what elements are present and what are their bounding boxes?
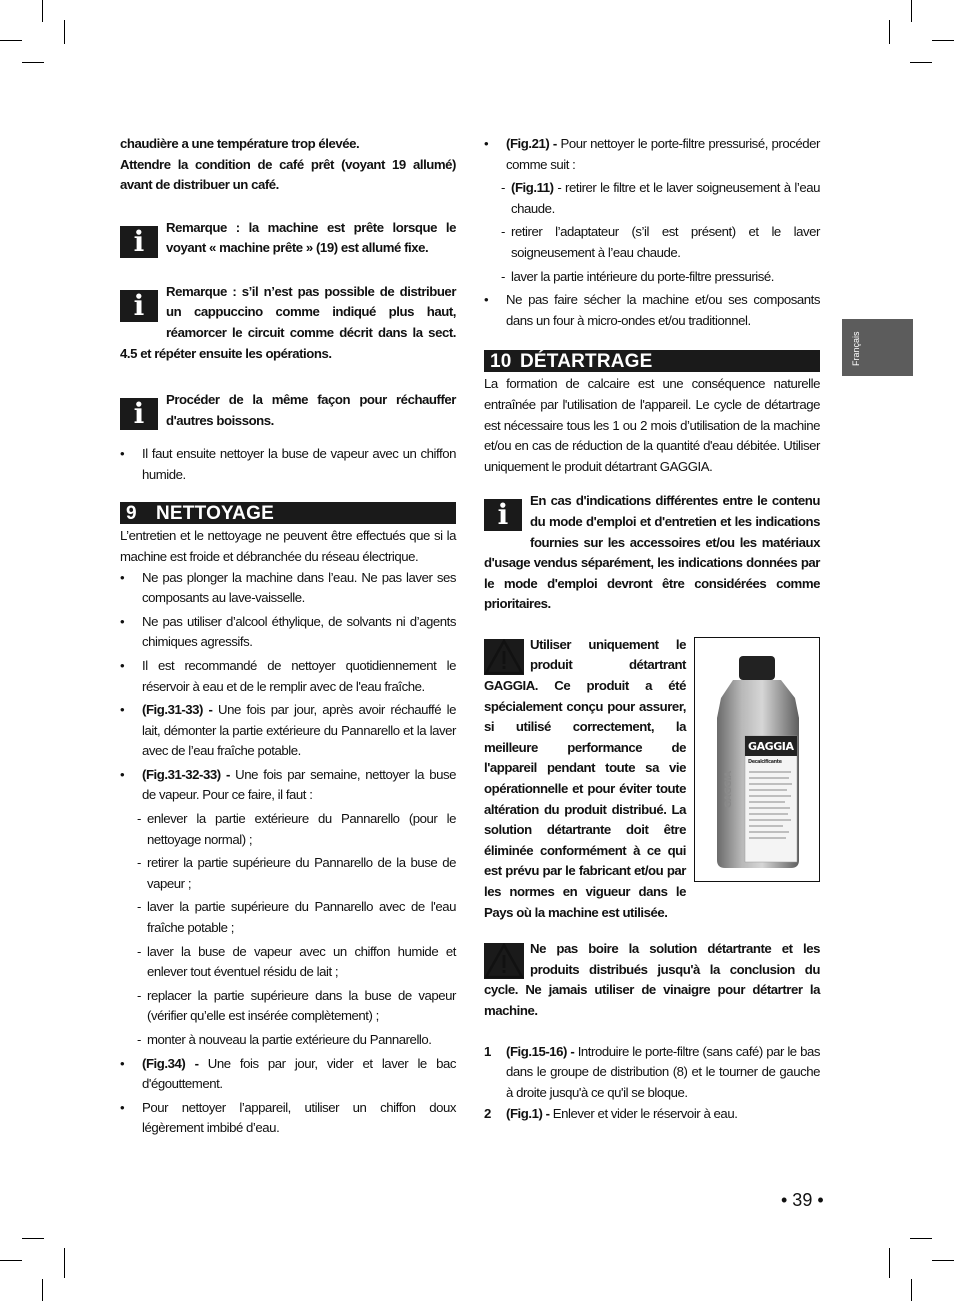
sub-step: - monter à nouveau la partie extérieure du Pannarello. xyxy=(120,1030,456,1051)
list-item: • Ne pas utiliser d’alcool éthylique, de solvants ni d’agents chimiques agressifs. xyxy=(120,612,456,653)
crop-mark xyxy=(889,1248,890,1278)
list-item xyxy=(120,765,456,806)
figure-reference: (Fig.1) - xyxy=(506,1106,550,1122)
crop-mark xyxy=(0,40,22,41)
info-icon: i xyxy=(484,499,522,531)
note-text: Procéder de la même façon pour réchauffer d'autres boissons. xyxy=(166,392,456,428)
list-item: • Ne pas plonger la machine dans l’eau. Ne pas laver ses composants au lave-vaisselle. xyxy=(120,568,456,609)
list-item-text: Pour nettoyer le porte-filtre pressurisé, procéder comme suit : xyxy=(506,136,820,172)
note-cappuccino xyxy=(120,282,456,364)
crop-mark xyxy=(889,20,890,44)
step-number: 1 xyxy=(484,1043,491,1059)
warning-icon xyxy=(484,943,524,979)
crop-mark xyxy=(64,20,65,44)
note-text: Remarque : la machine est prête lorsque le voyant « machine prête » (19) est allumé fixe. xyxy=(166,219,456,256)
section-title: DÉTARTRAGE xyxy=(520,351,653,373)
info-icon: i xyxy=(120,290,158,322)
figure-reference: (Fig.34) - xyxy=(142,1055,199,1071)
sub-step: - laver la partie intérieure du porte-filtre pressurisé. xyxy=(484,267,820,288)
list-item xyxy=(484,134,820,175)
crop-mark xyxy=(64,1248,65,1278)
info-icon: i xyxy=(120,226,158,258)
step-text: Enlever et vider le réservoir à eau. xyxy=(549,1106,738,1122)
sub-step: - retirer l’adaptateur (s’il est présent) et le laver soigneusement à l’eau chaude. xyxy=(484,222,820,263)
descaler-bottle-image xyxy=(694,637,820,882)
figure-reference: (Fig.11) xyxy=(511,180,554,196)
section-number: 9 xyxy=(126,503,137,525)
sub-step: - retirer la partie supérieure du Pannarello de la buse de vapeur ; xyxy=(120,853,456,894)
crop-mark xyxy=(932,40,954,41)
list-item: • Il est recommandé de nettoyer quotidiennement le réservoir à eau et de le remplir avec de l'eau fraîche. xyxy=(120,656,456,697)
figure-reference: (Fig.21) - xyxy=(506,136,557,151)
note-machine-ready xyxy=(120,218,456,260)
note-text: Remarque : s’il n’est pas possible de distribuer un cappuccino comme indiqué plus haut, réamorcer le circuit comme décrit dans la sect. 4.5 et répéter ensuite les opérations. xyxy=(120,283,456,361)
bottle-illustration xyxy=(695,638,819,881)
bottle-side-brand: GAGGIA xyxy=(724,771,734,808)
procedure-step xyxy=(484,1104,820,1125)
crop-mark xyxy=(42,1279,43,1301)
cleaning-intro: L’entretien et le nettoyage ne peuvent être effectués que si la machine est froide et débranchée du réseau électrique. xyxy=(120,528,456,564)
crop-mark xyxy=(911,0,912,22)
warning-icon xyxy=(484,639,524,675)
procedure-step xyxy=(484,1042,820,1104)
sub-step: - replacer la partie supérieure dans la buse de vapeur (vérifier qu’elle est insérée complètement) ; xyxy=(120,986,456,1027)
info-icon: i xyxy=(120,398,158,430)
sub-step xyxy=(484,178,820,219)
sub-step-text: - retirer le filtre et le laver soigneusement à l’eau chaude. xyxy=(511,180,820,216)
section-title: NETTOYAGE xyxy=(156,503,274,525)
list-item-text: Une fois par jour, vider et laver le bac d'égouttement. xyxy=(142,1055,456,1092)
warning-text: Utiliser uniquement le produit détartrant GAGGIA. Ce produit a été spécialement conçu pour assurer, si utilisé correctement, la meilleure performance de l'appareil pendant toute sa vie opérationnelle et pour éviter toute altération du produit distribué. La solution détartrante doit être éliminée conformément à ce qui est prévu par le fabricant et/ou par les normes en vigueur dans le Pays où la machine est utilisée. xyxy=(484,636,686,920)
step-text: Introduire le porte-filtre (sans café) par le bas dans le groupe de distribution (8) et le tourner de gauche à droite jusqu'à ce qu'il se bloque. xyxy=(506,1043,820,1100)
sub-step: - enlever la partie extérieure du Pannarello (pour le nettoyage normal) ; xyxy=(120,809,456,850)
intro-line-1: chaudière a une température trop élevée. xyxy=(120,136,360,151)
sub-step: - laver la partie supérieure du Pannarello avec de l'eau fraîche potable ; xyxy=(120,897,456,938)
bottle-product: Decalcificante xyxy=(748,758,782,765)
right-column xyxy=(484,134,820,1126)
list-item: • Ne pas faire sécher la machine et/ou ses composants dans un four à micro-ondes et/ou traditionnel. xyxy=(484,290,820,331)
section-heading-9 xyxy=(120,502,456,524)
crop-mark xyxy=(22,62,44,63)
section-number: 10 xyxy=(490,351,512,373)
page-number: • 39 • xyxy=(781,1190,824,1210)
figure-reference: (Fig.31-33) - xyxy=(142,702,213,718)
warning-do-not-drink xyxy=(484,939,820,1021)
bottle-brand: GAGGIA xyxy=(748,739,794,753)
crop-mark xyxy=(22,1238,44,1239)
warning-gaggia-only xyxy=(484,635,820,923)
left-column xyxy=(120,134,456,1142)
note-other-drinks xyxy=(120,390,456,432)
crop-mark xyxy=(42,0,43,22)
bullet-steam-nozzle: • Il faut ensuite nettoyer la buse de vapeur avec un chiffon humide. xyxy=(120,444,456,485)
language-tab-label: Français xyxy=(851,331,861,366)
crop-mark xyxy=(932,1260,954,1261)
crop-mark xyxy=(0,1260,22,1261)
list-item xyxy=(120,1054,456,1095)
step-number: 2 xyxy=(484,1106,491,1122)
crop-mark xyxy=(910,1238,932,1239)
note-priority xyxy=(484,491,820,615)
crop-mark xyxy=(910,62,932,63)
list-item-text: Une fois par jour, après avoir réchauffé le lait, démonter la partie extérieure du Pannarello et la laver avec de l’eau fraîche potable. xyxy=(142,702,457,759)
intro-line-2: Attendre la condition de café prêt (voyant 19 allumé) avant de distribuer un café. xyxy=(120,156,456,193)
crop-mark xyxy=(911,1279,912,1301)
list-item xyxy=(120,700,456,762)
section-heading-10 xyxy=(484,350,820,372)
sub-step: - laver la buse de vapeur avec un chiffon humide et enlever tout éventuel résidu de lait ; xyxy=(120,942,456,983)
note-text: En cas d'indications différentes entre le contenu du mode d'emploi et d'entretien et les indications fournies sur les accessoires et/ou les matériaux d'usage vendus séparément, les indications données par le mode d'emploi devront être considérées comme prioritaires. xyxy=(484,493,820,612)
figure-reference: (Fig.31-32-33) - xyxy=(142,766,230,782)
descaling-intro: La formation de calcaire est une conséquence naturelle entraînée par l'utilisation de l'appareil. Le cycle de détartrage est nécessaire tous les 1 ou 2 mois d’utilisation de la machine et/ou en cas de réduction de la quantité d'eau débitée. Utiliser uniquement le produit détartrant GAGGIA. xyxy=(484,376,820,474)
list-item: • Pour nettoyer l’appareil, utiliser un chiffon doux légèrement imbibé d’eau. xyxy=(120,1098,456,1139)
warning-text: Ne pas boire la solution détartrante et les produits distribués jusqu'à la conclusion du cycle. Ne jamais utiliser de vinaigre pour détartrer la machine. xyxy=(484,941,820,1018)
list-item-text: Une fois par semaine, nettoyer la buse de vapeur. Pour ce faire, il faut : xyxy=(142,766,456,803)
figure-reference: (Fig.15-16) - xyxy=(506,1043,575,1059)
language-tab xyxy=(842,319,913,376)
